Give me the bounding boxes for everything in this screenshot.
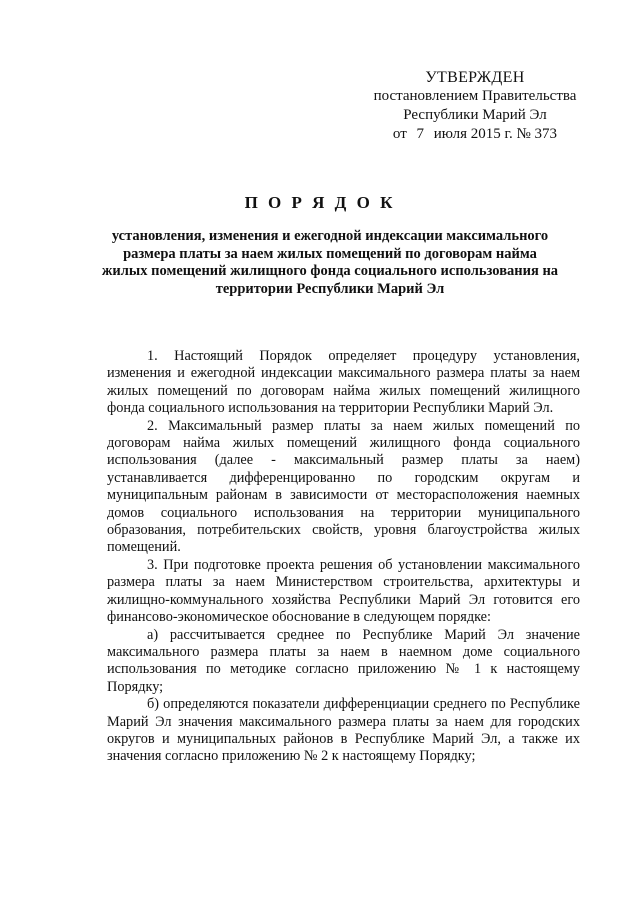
document-subtitle: установления, изменения и ежегодной индексации максимального размера платы за наем жилых помещений по договорам найма жилых помещений жилищного фонда социального использования на территории Республики Марий Эл <box>101 228 559 297</box>
paragraph-2: 2. Максимальный размер платы за наем жилых помещений по договорам найма жилых помещений жилищного фонда социального использования (далее - максимальный размер платы за наем) устанавливается дифференцированно по городским округам и муниципальным районам в зависимости от месторасположения наемных домов социального использования на территории муниципального образования, потребительских свойств, уровня благоустройства жилых помещений. <box>107 417 580 556</box>
approval-title: УТВЕРЖДЕН <box>425 69 525 86</box>
paragraph-3: 3. При подготовке проекта решения об установлении максимального размера платы за наем Министерством строительства, архитектуры и жилищно-коммунального хозяйства Республики Марий Эл готовится его финансово-экономическое обоснование в следующем порядке: <box>107 556 580 626</box>
document-body <box>107 348 580 766</box>
approval-line-2: Республики Марий Эл <box>403 107 547 123</box>
approval-date-prefix: от <box>392 126 407 142</box>
approval-block <box>365 68 585 144</box>
paragraph-3b: б) определяются показатели дифференциации среднего по Республике Марий Эл значения максимального размера платы за наем для городских округов и муниципальных районов в Республике Марий Эл, а также их значения согласно приложению № 2 к настоящему Порядку; <box>107 696 580 765</box>
approval-line-1: постановлением Правительства <box>373 88 577 104</box>
approval-date-rest: июля 2015 г. № 373 <box>433 126 558 142</box>
approval-date-day: 7 <box>416 126 425 142</box>
document-title: П О Р Я Д О К <box>244 193 396 212</box>
approval-date <box>365 125 585 144</box>
paragraph-1: 1. Настоящий Порядок определяет процедуру установления, изменения и ежегодной индексации максимального размера платы за наем жилых помещений по договорам найма жилых помещений жилищного фонда социального использования на территории Республики Марий Эл. <box>107 348 580 417</box>
paragraph-3a: а) рассчитывается среднее по Республике Марий Эл значение максимального размера платы за наем в наемном доме социального использования по методике согласно приложению № 1 к настоящему Порядку; <box>107 626 580 695</box>
